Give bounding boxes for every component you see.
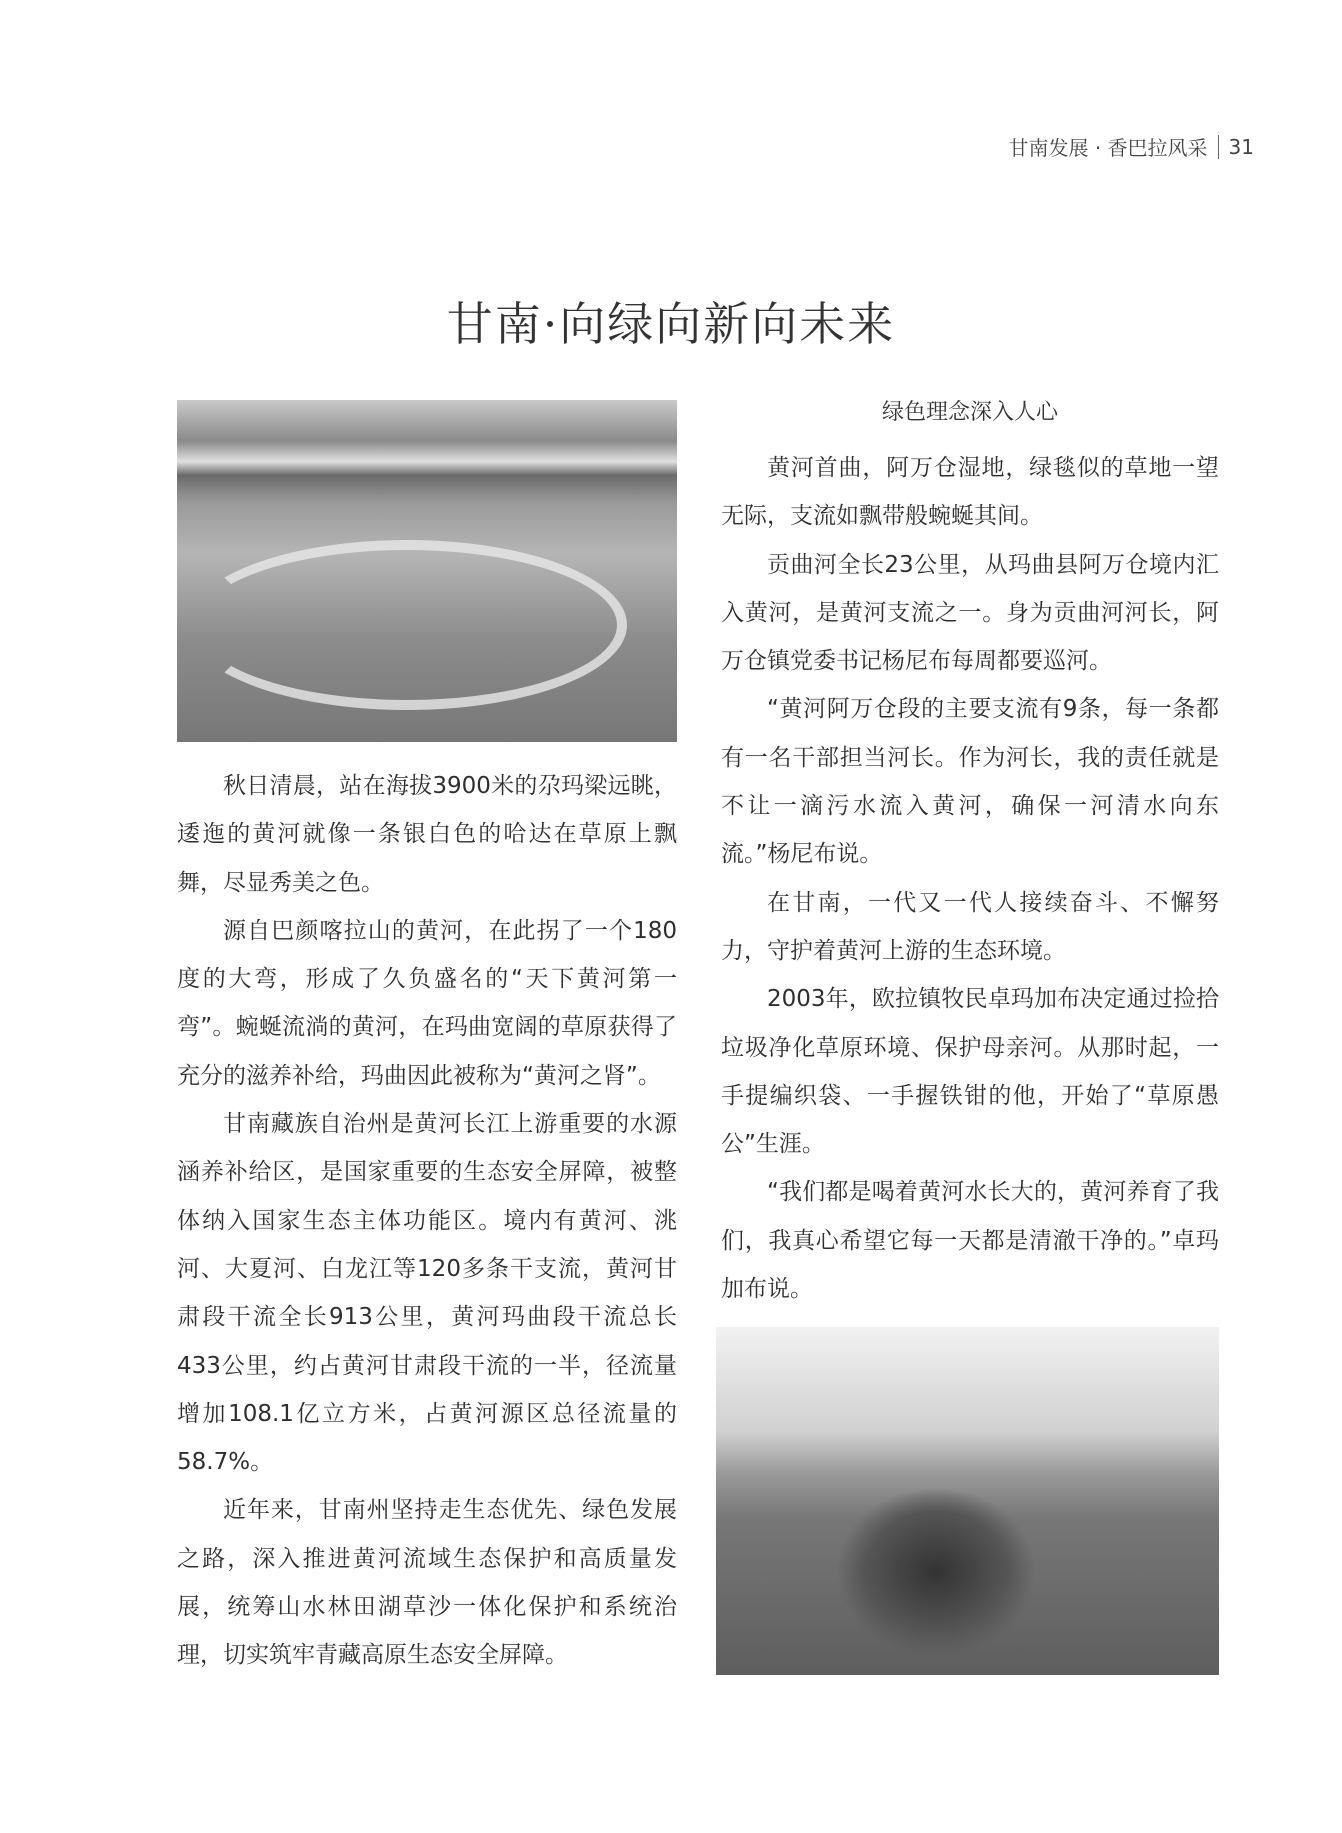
yellow-river-bend-photo	[177, 400, 677, 742]
river-shape	[187, 540, 627, 710]
paragraph: “黄河阿万仓段的主要支流有9条，每一条都有一名干部担当河长。作为河长，我的责任就是不让一滴污水流入黄河，确保一河清水向东流。”杨尼布说。	[721, 696, 1219, 868]
grassland-cleanup-photo	[716, 1327, 1219, 1675]
paragraph: 源自巴颜喀拉山的黄河，在此拐了一个180度的大弯，形成了久负盛名的“天下黄河第一弯”。蜿蜒流淌的黄河，在玛曲宽阔的草原获得了充分的滋养补给，玛曲因此被称为“黄河之肾”。	[177, 917, 677, 1089]
paragraph: 贡曲河全长23公里，从玛曲县阿万仓境内汇入黄河，是黄河支流之一。身为贡曲河河长，阿万仓镇党委书记杨尼布每周都要巡河。	[721, 551, 1219, 675]
paragraph: “我们都是喝着黄河水长大的，黄河养育了我们，我真心希望它每一天都是清澈干净的。”卓玛加布说。	[721, 1179, 1219, 1303]
article-title: 甘南·向绿向新向未来	[446, 297, 896, 351]
paragraph: 近年来，甘南州坚持走生态优先、绿色发展之路，深入推进黄河流域生态保护和高质量发展，统筹山水林田湖草沙一体化保护和系统治理，切实筑牢青藏高原生态安全屏障。	[177, 1497, 677, 1669]
section-subtitle: 绿色理念深入人心	[881, 400, 1058, 425]
right-column	[721, 396, 1219, 1675]
paragraph: 黄河首曲，阿万仓湿地，绿毯似的草地一望无际，支流如飘带般蜿蜒其间。	[721, 455, 1219, 530]
page-number: 31	[1228, 134, 1254, 159]
right-text	[721, 444, 1219, 1313]
people-group	[836, 1487, 1036, 1657]
section-name: 甘南发展 · 香巴拉风采	[1008, 136, 1208, 160]
paragraph: 秋日清晨，站在海拔3900米的尕玛梁远眺，逶迤的黄河就像一条银白色的哈达在草原上飘舞，尽显秀美之色。	[177, 773, 677, 896]
paragraph: 2003年，欧拉镇牧民卓玛加布决定通过捡拾垃圾净化草原环境、保护母亲河。从那时起，一手提编织袋、一手握铁钳的他，开始了“草原愚公”生涯。	[721, 986, 1219, 1158]
paragraph: 在甘南，一代又一代人接续奋斗、不懈努力，守护着黄河上游的生态环境。	[721, 889, 1219, 964]
left-text	[177, 762, 677, 1680]
header-divider	[1218, 135, 1219, 159]
paragraph: 甘南藏族自治州是黄河长江上游重要的水源涵养补给区，是国家重要的生态安全屏障，被整体纳入国家生态主体功能区。境内有黄河、洮河、大夏河、白龙江等120多条干支流，黄河甘肃段干流全长913公里，黄河玛曲段干流总长433公里，约占黄河甘肃段干流的一半，径流量增加108.1亿立方米，占黄河源区总径流量的58.7%。	[177, 1111, 677, 1476]
left-column	[177, 400, 677, 1680]
running-header	[1008, 132, 1254, 161]
